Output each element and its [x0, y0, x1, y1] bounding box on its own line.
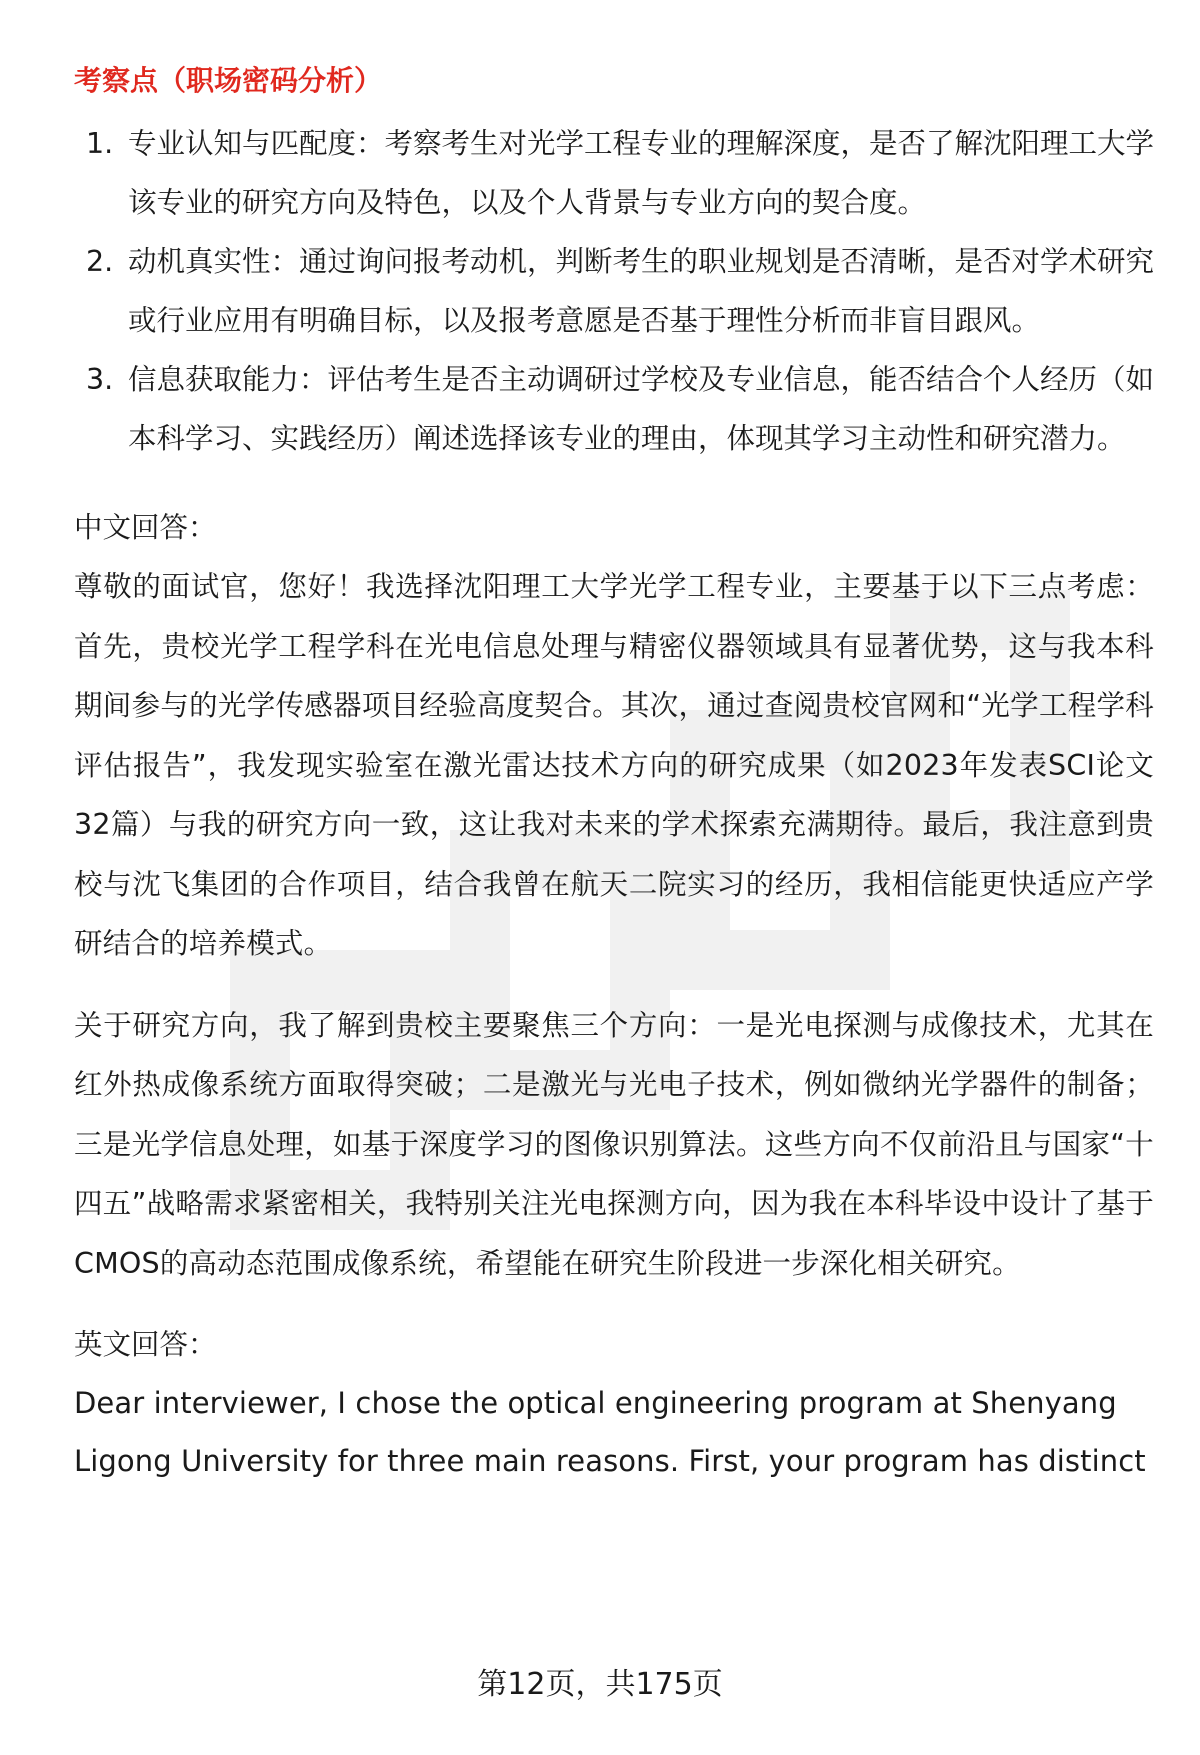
list-item-text: 专业认知与匹配度：考察考生对光学工程专业的理解深度，是否了解沈阳理工大学该专业的研究方向及特色，以及个人背景与专业方向的契合度。 [128, 127, 1155, 219]
chinese-answer-label: 中文回答： [74, 511, 217, 544]
list-item-number: 1. [86, 127, 114, 160]
english-answer-paragraph: Dear interviewer, I chose the optical engineering program at Shenyang Ligong University for three main reasons. First, your program has distinct [74, 1386, 1146, 1478]
page-number: 第12页，共175页 [477, 1667, 723, 1702]
list-item [74, 232, 1154, 350]
assessment-points-list [74, 114, 1154, 468]
list-item-text: 信息获取能力：评估考生是否主动调研过学校及专业信息，能否结合个人经历（如本科学习、实践经历）阐述选择该专业的理由，体现其学习主动性和研究潜力。 [128, 363, 1155, 455]
list-item-number: 2. [86, 245, 114, 278]
list-item-text: 动机真实性：通过询问报考动机，判断考生的职业规划是否清晰，是否对学术研究或行业应用有明确目标，以及报考意愿是否基于理性分析而非盲目跟风。 [128, 245, 1155, 337]
section-title: 考察点（职场密码分析） [74, 64, 383, 97]
chinese-answer-paragraph: 关于研究方向，我了解到贵校主要聚焦三个方向：一是光电探测与成像技术，尤其在红外热成像系统方面取得突破；二是激光与光电子技术，例如微纳光学器件的制备；三是光学信息处理，如基于深度学习的图像识别算法。这些方向不仅前沿且与国家“十四五”战略需求紧密相关，我特别关注光电探测方向，因为我在本科毕设中设计了基于CMOS的高动态范围成像系统，希望能在研究生阶段进一步深化相关研究。 [74, 1008, 1154, 1280]
document-content [74, 52, 1154, 1490]
list-item [74, 350, 1154, 468]
chinese-answer-paragraph: 尊敬的面试官，您好！我选择沈阳理工大学光学工程专业，主要基于以下三点考虑：首先，贵校光学工程学科在光电信息处理与精密仪器领域具有显著优势，这与我本科期间参与的光学传感器项目经验高度契合。其次，通过查阅贵校官网和“光学工程学科评估报告”，我发现实验室在激光雷达技术方向的研究成果（如2023年发表SCI论文32篇）与我的研究方向一致，这让我对未来的学术探索充满期待。最后，我注意到贵校与沈飞集团的合作项目，结合我曾在航天二院实习的经历，我相信能更快适应产学研结合的培养模式。 [74, 570, 1154, 960]
list-item [74, 114, 1154, 232]
list-item-number: 3. [86, 363, 114, 396]
english-answer-label: 英文回答： [74, 1328, 217, 1361]
